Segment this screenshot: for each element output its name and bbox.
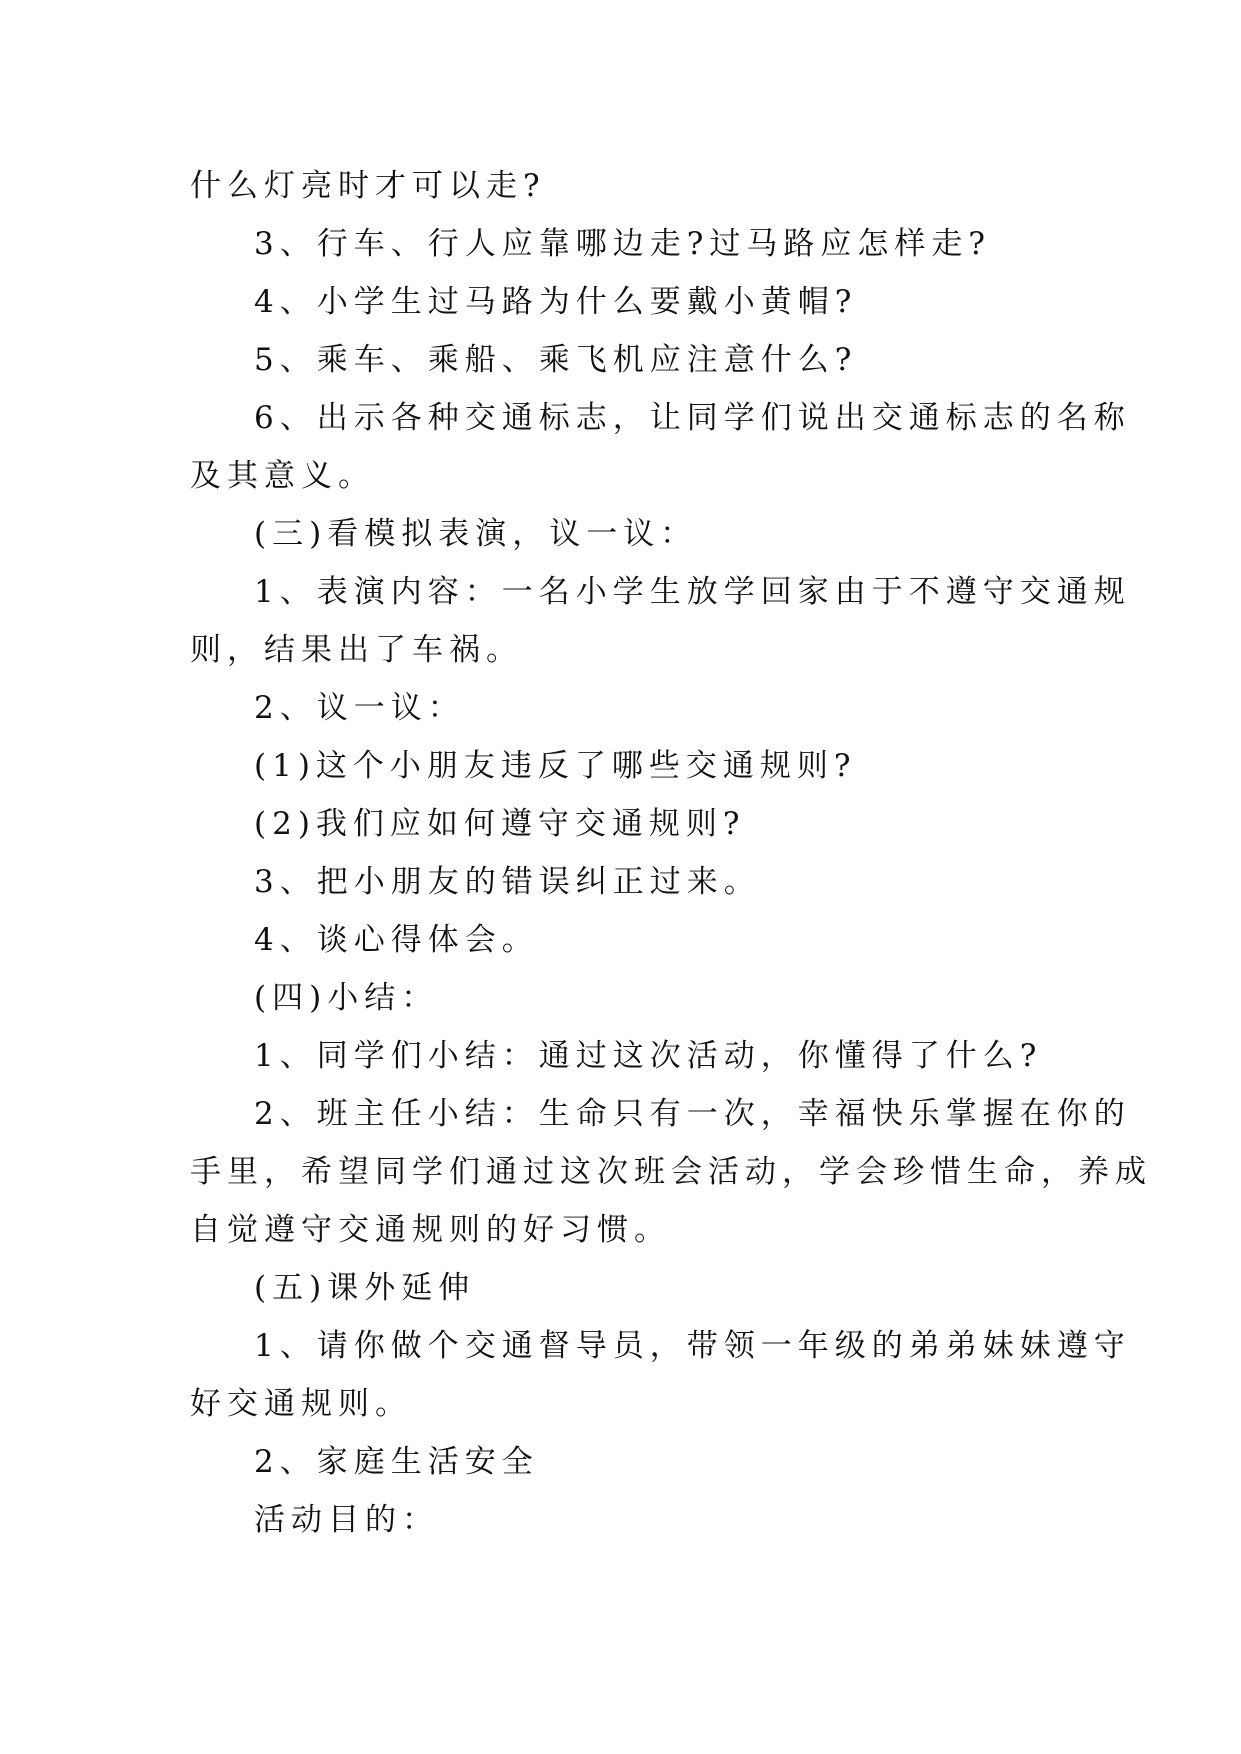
text-line: 4、小学生过马路为什么要戴小黄帽? [254,284,858,320]
text-line: 2、家庭生活安全 [254,1444,539,1480]
text-line: (1)这个小朋友违反了哪些交通规则? [254,748,857,784]
text-line: 及其意义。 [190,458,375,494]
text-line: 5、乘车、乘船、乘飞机应注意什么? [254,342,858,378]
text-line: 活动目的： [254,1502,439,1538]
text-line: 1、同学们小结：通过这次活动，你懂得了什么? [254,1038,1043,1074]
text-line: 6、出示各种交通标志，让同学们说出交通标志的名称 [254,400,1131,436]
text-line: (2)我们应如何遵守交通规则? [254,806,746,842]
text-line: 1、表演内容：一名小学生放学回家由于不遵守交通规 [254,574,1131,610]
text-line: 3、行车、行人应靠哪边走?过马路应怎样走? [254,226,991,262]
section-heading: (五)课外延伸 [254,1270,476,1306]
text-line: 则，结果出了车祸。 [190,632,523,668]
text-line: 4、谈心得体会。 [254,922,539,958]
text-line: 什么灯亮时才可以走? [190,168,546,204]
text-line: 2、班主任小结：生命只有一次，幸福快乐掌握在你的 [254,1096,1131,1132]
text-line: 3、把小朋友的错误纠正过来。 [254,864,761,900]
text-line: 好交通规则。 [190,1386,412,1422]
text-line: 手里，希望同学们通过这次班会活动，学会珍惜生命，养成 [190,1154,1152,1190]
text-line: 自觉遵守交通规则的好习惯。 [190,1212,671,1248]
section-heading: (四)小结： [254,980,439,1016]
text-line: 2、议一议： [254,690,465,726]
section-heading: (三)看模拟表演，议一议： [254,516,698,552]
text-line: 1、请你做个交通督导员，带领一年级的弟弟妹妹遵守 [254,1328,1131,1364]
